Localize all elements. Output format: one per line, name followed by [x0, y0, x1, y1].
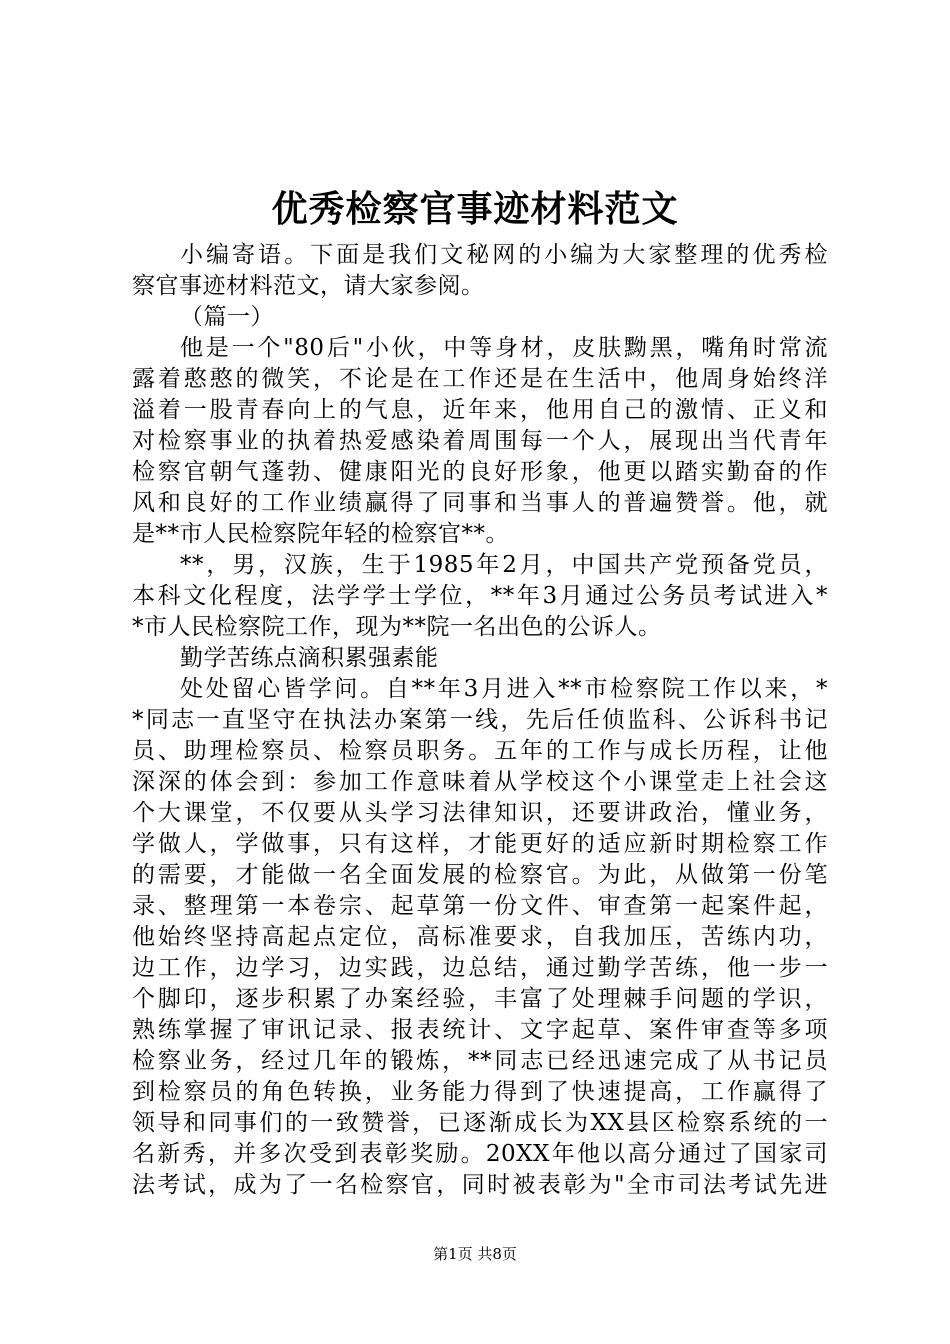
body-text-line: 小编寄语。下面是我们文秘网的小编为大家整理的优秀检 — [180, 242, 828, 268]
body-text-line: 处处留心皆学问。自**年3月进入**市检察院工作以来，* — [180, 676, 828, 702]
body-text-line: 员、助理检察员、检察员职务。五年的工作与成长历程，让他 — [132, 738, 828, 764]
body-text-line: 他始终坚持高起点定位，高标准要求，自我加压，苦练内功， — [132, 924, 828, 950]
body-text-line: 学做人，学做事，只有这样，才能更好的适应新时期检察工作 — [132, 831, 828, 857]
document-body — [132, 240, 828, 1201]
body-text-line: 检察业务，经过几年的锻炼，**同志已经迅速完成了从书记员 — [132, 1048, 828, 1074]
body-text-line: *同志一直坚守在执法办案第一线，先后任侦监科、公诉科书记 — [132, 707, 828, 733]
body-text-line: 录、整理第一本卷宗、起草第一份文件、审查第一起案件起， — [132, 893, 828, 919]
body-text-line: 是**市人民检察院年轻的检察官**。 — [132, 521, 509, 547]
body-text-line: 名新秀，并多次受到表彰奖励。20XX年他以高分通过了国家司 — [132, 1141, 828, 1167]
body-text-line: 边工作，边学习，边实践，边总结，通过勤学苦练，他一步一 — [132, 955, 828, 981]
body-text-line: 本科文化程度，法学学士学位，**年3月通过公务员考试进入* — [132, 583, 828, 609]
body-text-line: *市人民检察院工作，现为**院一名出色的公诉人。 — [132, 614, 662, 640]
page-title: 优秀检察官事迹材料范文 — [271, 188, 679, 230]
body-text-line: 检察官朝气蓬勃、健康阳光的良好形象，他更以踏实勤奋的作 — [132, 459, 828, 485]
page-number: 第1页 共8页 — [433, 1245, 517, 1263]
body-text-line: 的需要，才能做一名全面发展的检察官。为此，从做第一份笔 — [132, 862, 828, 888]
body-text-line: **，男，汉族，生于1985年2月，中国共产党预备党员， — [180, 552, 828, 578]
body-text-line: 他是一个"80后"小伙，中等身材，皮肤黝黑，嘴角时常流 — [180, 335, 828, 361]
body-text-line: 察官事迹材料范文，请大家参阅。 — [132, 273, 485, 299]
body-text-line: 领导和同事们的一致赞誉，已逐渐成长为XX县区检察系统的一 — [132, 1110, 828, 1136]
body-text-line: 露着憨憨的微笑，不论是在工作还是在生活中，他周身始终洋 — [132, 366, 828, 392]
body-text-line: （篇一） — [180, 304, 274, 330]
body-text-line: 溢着一股青春向上的气息，近年来，他用自己的激情、正义和 — [132, 397, 828, 423]
body-text-line: 熟练掌握了审讯记录、报表统计、文字起草、案件审查等多项 — [132, 1017, 828, 1043]
body-text-line: 风和良好的工作业绩赢得了同事和当事人的普遍赞誉。他，就 — [132, 490, 828, 516]
body-text-line: 深深的体会到：参加工作意味着从学校这个小课堂走上社会这 — [132, 769, 828, 795]
body-text-line: 个脚印，逐步积累了办案经验，丰富了处理棘手问题的学识， — [132, 986, 828, 1012]
body-text-line: 勤学苦练点滴积累强素能 — [180, 645, 439, 671]
body-text-line: 到检察员的角色转换，业务能力得到了快速提高，工作赢得了 — [132, 1079, 828, 1105]
body-text-line: 对检察事业的执着热爱感染着周围每一个人，展现出当代青年 — [132, 428, 828, 454]
body-text-line: 法考试，成为了一名检察官，同时被表彰为"全市司法考试先进 — [132, 1172, 828, 1198]
body-text-line: 个大课堂，不仅要从头学习法律知识，还要讲政治，懂业务， — [132, 800, 828, 826]
